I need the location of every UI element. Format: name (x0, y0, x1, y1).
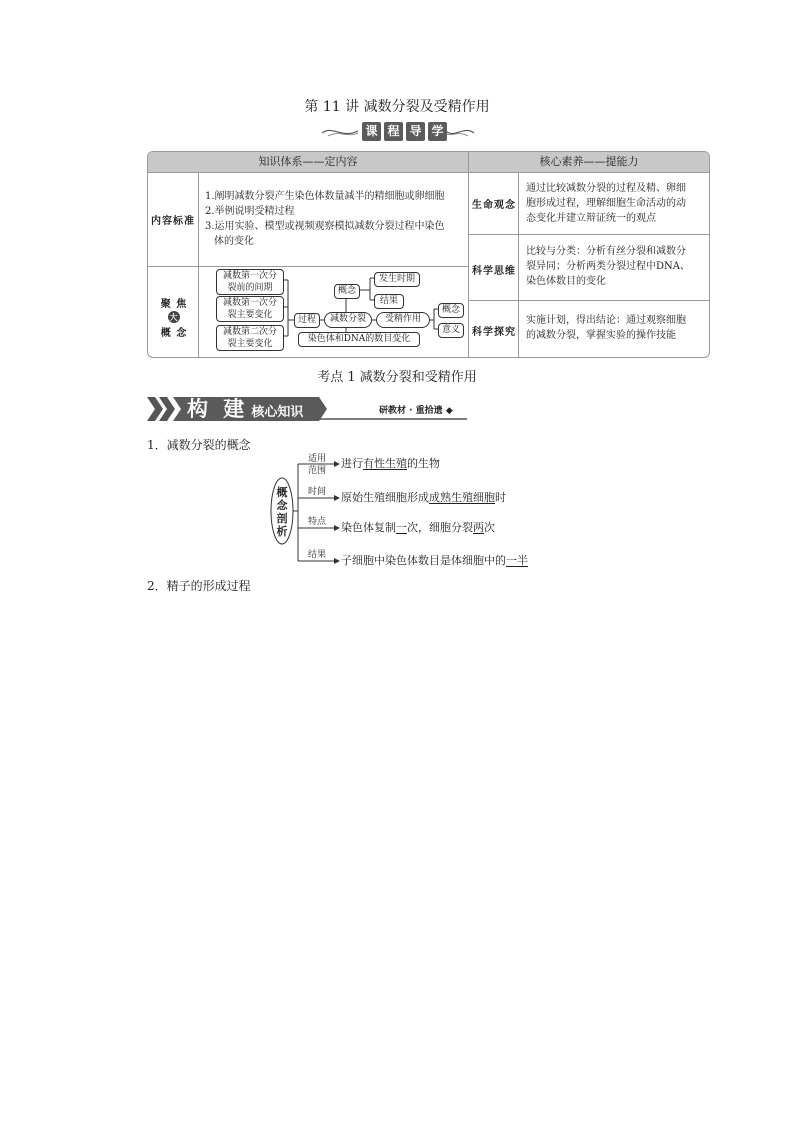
overview-table (147, 151, 710, 358)
node-chromosome-dna-changes: 染色体和DNA的数目变化 (298, 332, 420, 347)
standard-item: 2.举例说明受精过程 (205, 206, 295, 217)
banner-char: 学 (428, 122, 447, 141)
branch-text-feature: 染色体复制一次，细胞分裂两次 (341, 521, 495, 534)
standard-item: 体的变化 (214, 236, 254, 247)
concept-analysis-center: 概 念 剖 析 (276, 486, 288, 538)
node-concept: 概念 (334, 284, 360, 299)
node-result: 结果 (374, 294, 404, 309)
node-process: 过程 (294, 313, 320, 328)
item1-title: 1．减数分裂的概念 (147, 438, 251, 452)
big-concept-label-bottom: 概 念 (160, 328, 188, 339)
course-guide-banner (318, 121, 478, 143)
literacy-text-scientific-thinking: 比较与分类：分析有丝分裂和减数分 裂异同；分析两类分裂过程中DNA、 染色体数目的变化 (526, 246, 690, 287)
big-concept-badge: 大 (169, 312, 179, 322)
branch-text-result: 子细胞中染色体数目是体细胞中的一半 (341, 554, 528, 567)
branch-text-scope: 进行有性生殖的生物 (341, 457, 440, 470)
banner-char: 导 (406, 122, 425, 141)
branch-label-scope-bottom: 范围 (308, 466, 327, 476)
item2-title: 2．精子的形成过程 (147, 579, 251, 593)
build-core-knowledge-banner (147, 397, 467, 421)
branch-label-scope-top: 适用 (308, 454, 327, 464)
branch-text-time: 原始生殖细胞形成成熟生殖细胞时 (341, 491, 506, 504)
standard-item: 3.运用实验、模型或视频观察模拟减数分裂过程中染色 (205, 221, 445, 232)
section-title: 考点 1 减数分裂和受精作用 (317, 370, 477, 385)
node-meiosis: 减数分裂 (324, 312, 372, 328)
branch-label-result: 结果 (308, 550, 327, 560)
literacy-text-life-concept: 通过比较减数分裂的过程及精、卵细 胞形成过程，理解细胞生命活动的动 态变化并建立辩证统一的观点 (526, 183, 686, 224)
concept-analysis-diagram (268, 454, 568, 570)
literacy-label-life-concept: 生命观念 (472, 200, 516, 211)
banner-char: 程 (384, 122, 403, 141)
banner-char: 课 (362, 122, 381, 141)
literacy-text-scientific-inquiry: 实施计划，得出结论：通过观察细胞 的减数分裂，掌握实验的操作技能 (526, 315, 686, 341)
node-fertilization-meaning: 意义 (438, 323, 464, 338)
branch-label-time: 时间 (308, 487, 327, 497)
build-banner-tagline: 研教材 · 重拾遗 ◆ (379, 406, 453, 416)
node-fertilization: 受精作用 (376, 312, 430, 328)
branch-label-feature: 特点 (308, 517, 327, 527)
node-fertilization-concept: 概念 (438, 303, 464, 318)
header-knowledge-system: 知识体系——定内容 (148, 152, 468, 172)
literacy-label-scientific-inquiry: 科学探究 (472, 327, 516, 338)
standard-item: 1.阐明减数分裂产生染色体数量减半的精细胞或卵细胞 (205, 191, 445, 202)
lesson-title: 第 11 讲 减数分裂及受精作用 (304, 99, 490, 115)
header-core-literacy: 核心素养——提能力 (469, 152, 709, 172)
build-banner-subtitle: 核心知识 (251, 405, 304, 420)
literacy-label-scientific-thinking: 科学思维 (472, 266, 516, 277)
big-concept-label-top: 聚 焦 (160, 299, 188, 310)
node-first-division-changes: 减数第一次分 裂主要变化 (216, 296, 284, 322)
node-occur-time: 发生时期 (374, 272, 420, 287)
row-label-content-standards: 内容标准 (151, 216, 195, 227)
build-banner-title: 构 建 (187, 397, 249, 421)
node-second-division-changes: 减数第二次分 裂主要变化 (216, 325, 284, 351)
node-first-division-interphase: 减数第一次分 裂前的间期 (216, 269, 284, 295)
